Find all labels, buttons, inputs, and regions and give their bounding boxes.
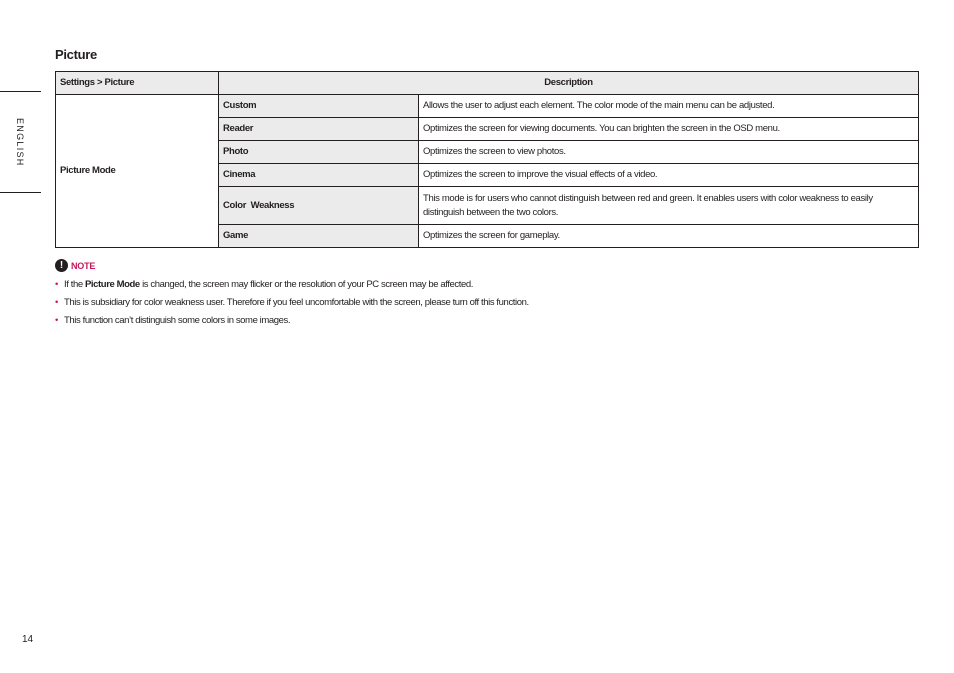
exclamation-icon: ! [55,259,68,272]
description-custom: Allows the user to adjust each element. The color mode of the main menu can be adjusted. [419,95,919,118]
note-strong-text: Picture Mode [84,279,140,290]
option-game: Game [219,225,419,248]
group-picture-mode: Picture Mode [56,95,219,248]
note-list [55,279,915,333]
bullet-icon: • [55,315,58,326]
note-text: is changed, the screen may flicker or the resolution of your PC screen may be affected. [139,279,474,290]
description-game: Optimizes the screen for gameplay. [419,225,919,248]
sidebar-bottom-rule [0,192,41,193]
section-title: Picture [55,47,97,62]
list-item [55,315,915,327]
option-color-weakness: Color Weakness [219,187,419,225]
description-photo: Optimizes the screen to view photos. [419,141,919,164]
header-setting: Settings > Picture [56,72,219,95]
list-item [55,279,915,291]
header-description: Description [219,72,919,95]
page-number: 14 [22,634,34,645]
table-row [56,95,919,118]
bullet-icon: • [55,279,58,290]
description-cinema: Optimizes the screen to improve the visual effects of a video. [419,164,919,187]
picture-settings-table [55,71,919,248]
bullet-icon: • [55,297,58,308]
description-color-weakness: This mode is for users who cannot distinguish between red and green. It enables users with color weakness to easily distinguish between the two colors. [419,187,919,225]
sidebar-top-rule [0,91,41,92]
option-reader: Reader [219,118,419,141]
option-cinema: Cinema [219,164,419,187]
note-text: If the [64,279,85,290]
description-reader: Optimizes the screen for viewing documents. You can brighten the screen in the OSD menu. [419,118,919,141]
list-item [55,297,915,309]
option-custom: Custom [219,95,419,118]
note-label: NOTE [71,260,96,271]
table-header-row [56,72,919,95]
option-photo: Photo [219,141,419,164]
note-text: This is subsidiary for color weakness user. Therefore if you feel uncomfortable with the screen, please turn off this function. [64,297,529,308]
note-text: This function can’t distinguish some colors in some images. [64,315,291,326]
sidebar-language-label: ENGLISH [15,118,25,167]
note-heading [55,259,95,272]
